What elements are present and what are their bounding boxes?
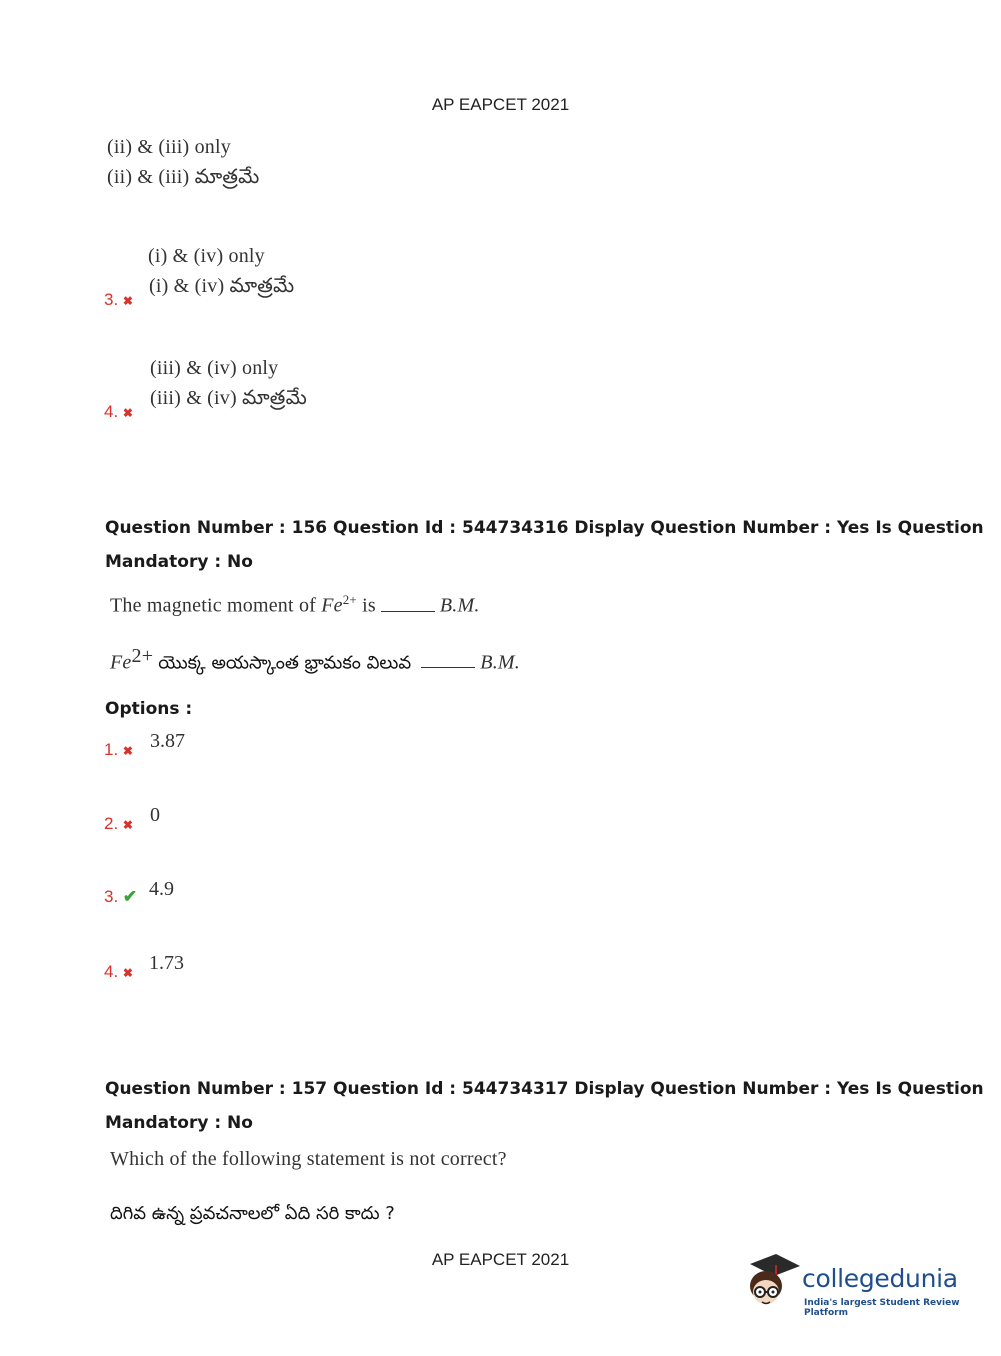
q156-question-en: The magnetic moment of $Fe^{2+}$ is B.M. [110, 592, 480, 617]
prev-option-3-te: (i) & (iv) మాత్రమే [149, 275, 295, 297]
check-icon: ✔ [122, 887, 138, 906]
cross-icon: ✖ [122, 818, 133, 832]
q156-option-2-number: 2. ✖ [104, 814, 133, 833]
q156-option-2-value: 0 [150, 804, 160, 826]
prev-option-2-te: (ii) & (iii) మాత్రమే [107, 166, 260, 188]
q157-question-en: Which of the following statement is not correct? [110, 1148, 507, 1170]
q157-meta-line2: Mandatory : No [105, 1113, 253, 1133]
prev-option-4-en: (iii) & (iv) only [150, 357, 279, 379]
q157-question-te: దిగివ ఉన్న ప్రవచనాలలో ఏది సరి కాదు ? [110, 1203, 395, 1224]
cross-icon: ✖ [122, 294, 133, 308]
logo-tagline: India's largest Student Review Platform [804, 1298, 960, 1318]
q156-option-3-number: 3. ✔ [104, 887, 138, 906]
prev-option-4-number: 4. ✖ [104, 402, 133, 421]
q156-meta-line2: Mandatory : No [105, 552, 253, 572]
answer-blank [381, 610, 435, 612]
cross-icon: ✖ [122, 966, 133, 980]
q156-option-3-value: 4.9 [149, 878, 174, 900]
prev-option-3-en: (i) & (iv) only [148, 245, 265, 267]
prev-option-4-te: (iii) & (iv) మాత్రమే [150, 387, 307, 409]
answer-blank [421, 666, 475, 668]
mascot-icon [742, 1250, 802, 1316]
q157-meta-line1: Question Number : 157 Question Id : 544734317 Display Question Number : Yes Is Question [105, 1079, 984, 1099]
cross-icon: ✖ [122, 744, 133, 758]
q156-options-label: Options : [105, 699, 193, 719]
q156-option-4-value: 1.73 [149, 952, 184, 974]
q156-option-1-number: 1. ✖ [104, 740, 133, 759]
q156-question-te: $Fe^{2+}$ యొక్క అయస్కాంత భ్రామకం విలువ B.M. [110, 645, 520, 674]
q156-meta-line1: Question Number : 156 Question Id : 544734316 Display Question Number : Yes Is Question [105, 518, 984, 538]
q156-option-1-value: 3.87 [150, 730, 185, 752]
prev-option-2-en: (ii) & (iii) only [107, 136, 231, 158]
page-header: AP EAPCET 2021 [431, 95, 570, 114]
prev-option-3-number: 3. ✖ [104, 290, 133, 309]
cross-icon: ✖ [122, 406, 133, 420]
page-footer: AP EAPCET 2021 [431, 1250, 570, 1269]
logo-brand-text: collegedunia [802, 1264, 958, 1293]
q156-option-4-number: 4. ✖ [104, 962, 133, 981]
collegedunia-logo [742, 1250, 972, 1320]
